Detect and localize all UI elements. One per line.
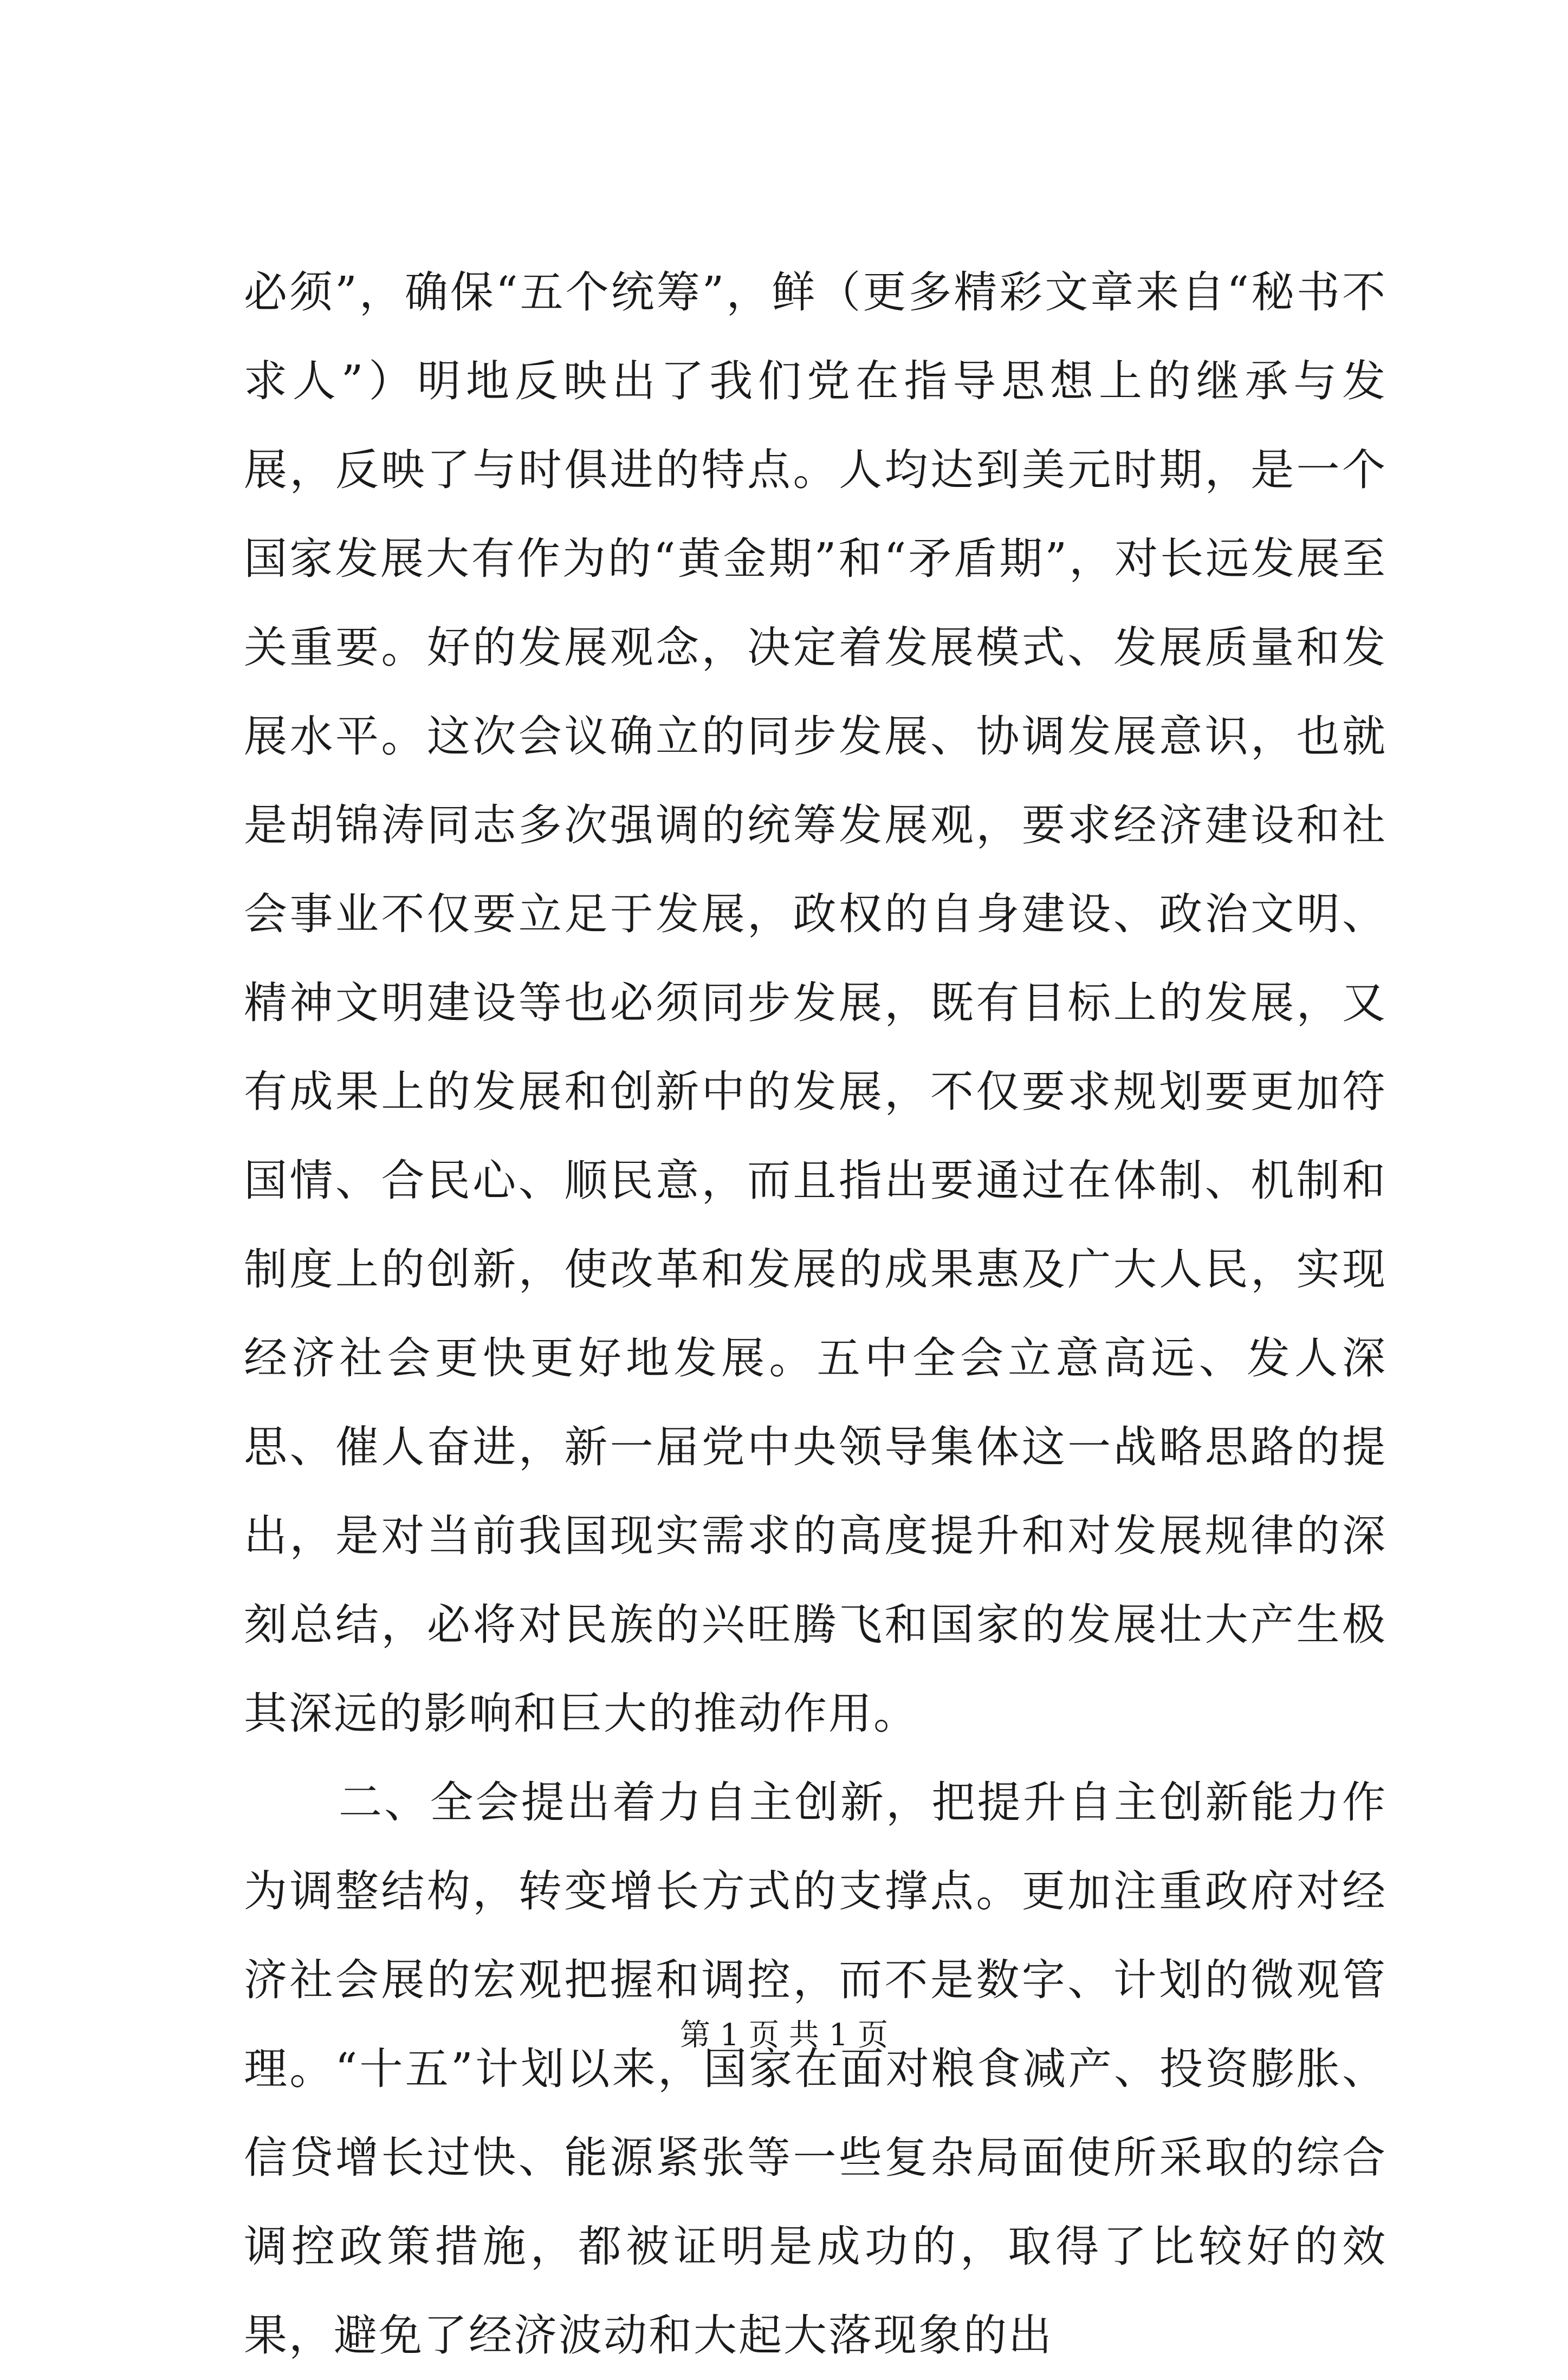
document-body bbox=[244, 248, 1387, 2380]
paragraph-continuation: 必须”，确保“五个统筹”，鲜（更多精彩文章来自“秘书不求人”）明地反映出了我们党在指导思想上的继承与发展，反映了与时俱进的特点。人均达到美元时期，是一个国家发展大有作为的“黄金期”和“矛盾期”，对长远发展至关重要。好的发展观念，决定着发展模式、发展质量和发展水平。这次会议确立的同步发展、协调发展意识，也就是胡锦涛同志多次强调的统筹发展观，要求经济建设和社会事业不仅要立足于发展，政权的自身建设、政治文明、精神文明建设等也必须同步发展，既有目标上的发展，又有成果上的发展和创新中的发展，不仅要求规划要更加符国情、合民心、顺民意，而且指出要通过在体制、机制和制度上的创新，使改革和发展的成果惠及广大人民，实现经济社会更快更好地发展。五中全会立意高远、发人深思、催人奋进，新一届党中央领导集体这一战略思路的提出，是对当前我国现实需求的高度提升和对发展规律的深刻总结，必将对民族的兴旺腾飞和国家的发展壮大产生极其深远的影响和巨大的推动作用。 bbox=[244, 267, 1387, 1739]
paragraph-section-two: 二、全会提出着力自主创新，把提升自主创新能力作为调整结构，转变增长方式的支撑点。更加注重政府对经济社会展的宏观把握和调控，而不是数字、计划的微观管理。“十五”计划以来，国家在面对粮食减产、投资膨胀、信贷增长过快、能源紧张等一些复杂局面使所采取的综合调控政策措施，都被证明是成功的，取得了比较好的效果，避免了经济波动和大起大落现象的出 bbox=[244, 1777, 1387, 2361]
page-footer: 第 1 页 共 1 页 bbox=[679, 2018, 889, 2053]
